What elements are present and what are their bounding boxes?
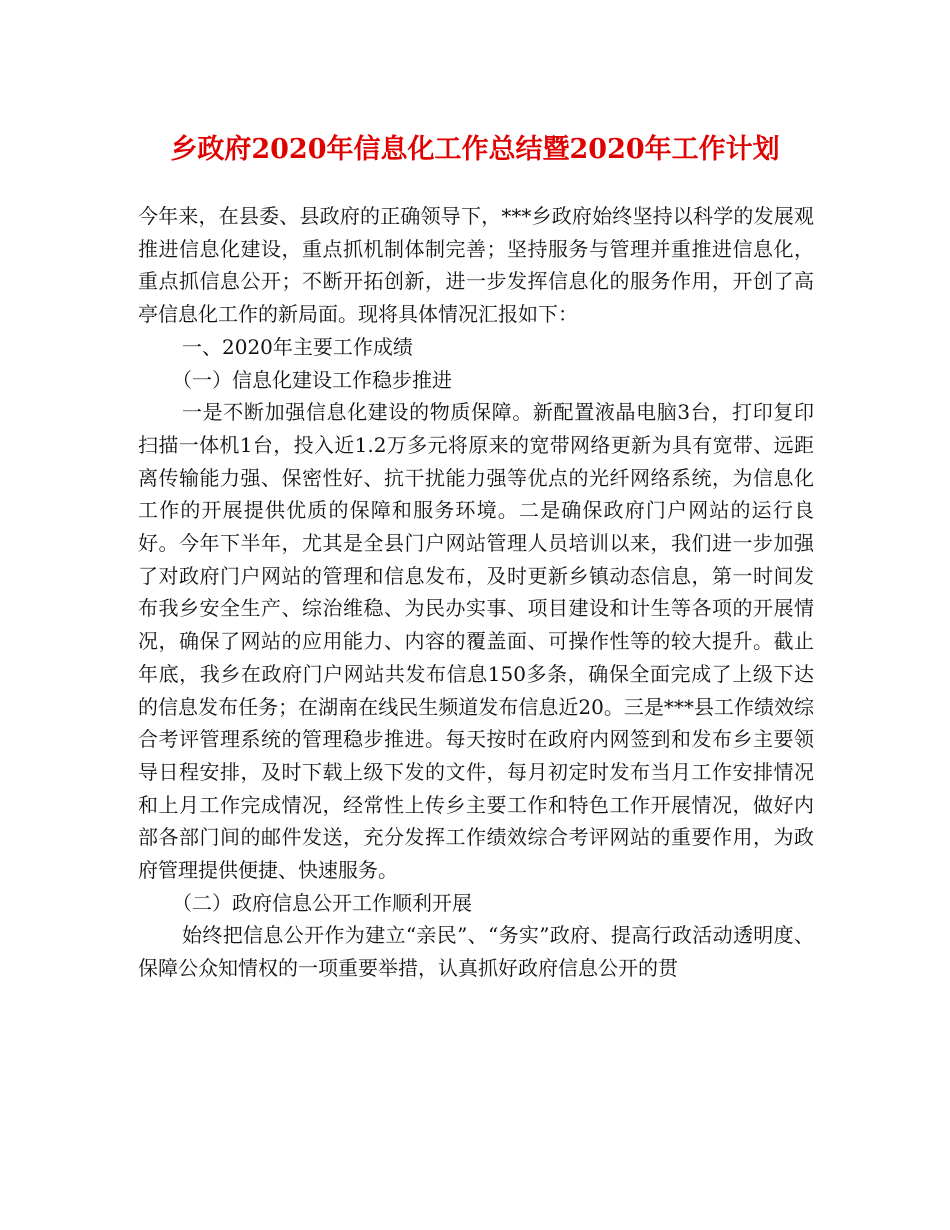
document-body xyxy=(138,200,814,985)
section-heading: 一、2020年主要工作成绩 xyxy=(182,334,413,359)
intro-paragraph: 今年来，在县委、县政府的正确领导下，***乡政府始终坚持以科学的发展观推进信息化建设，重点抓机制体制完善；坚持服务与管理并重推进信息化，重点抓信息公开；不断开拓创新，进一步发挥信息化的服务作用，开创了高亭信息化工作的新局面。现将具体情况汇报如下： xyxy=(138,204,814,327)
document-title: 乡政府2020年信息化工作总结暨2020年工作计划 xyxy=(170,134,780,165)
subsection-heading: （二）政府信息公开工作顺利开展 xyxy=(172,890,472,915)
subsection-heading: （一）信息化建设工作稳步推进 xyxy=(172,367,452,392)
body-paragraph: 始终把信息公开作为建立“亲民”、“务实”政府、提高行政活动透明度、保障公众知情权的一项重要举措，认真抓好政府信息公开的贯 xyxy=(138,923,814,981)
body-paragraph: 一是不断加强信息化建设的物质保障。新配置液晶电脑3台，打印复印扫描一体机1台，投入近1.2万多元将原来的宽带网络更新为具有宽带、远距离传输能力强、保密性好、抗干扰能力强等优点的光纤网络系统，为信息化工作的开展提供优质的保障和服务环境。二是确保政府门户网站的运行良好。今年下半年，尤其是全县门户网站管理人员培训以来，我们进一步加强了对政府门户网站的管理和信息发布，及时更新乡镇动态信息，第一时间发布我乡安全生产、综治维稳、为民办实事、项目建设和计生等各项的开展情况，确保了网站的应用能力、内容的覆盖面、可操作性等的较大提升。截止年底，我乡在政府门户网站共发布信息150多条，确保全面完成了上级下达的信息发布任务；在湖南在线民生频道发布信息近20。三是***县工作绩效综合考评管理系统的管理稳步推进。每天按时在政府内网签到和发布乡主要领导日程安排，及时下载上级下发的文件，每月初定时发布当月工作安排情况和上月工作完成情况，经常性上传乡主要工作和特色工作开展情况，做好内部各部门间的邮件发送，充分发挥工作绩效综合考评网站的重要作用，为政府管理提供便捷、快速服务。 xyxy=(138,400,814,883)
